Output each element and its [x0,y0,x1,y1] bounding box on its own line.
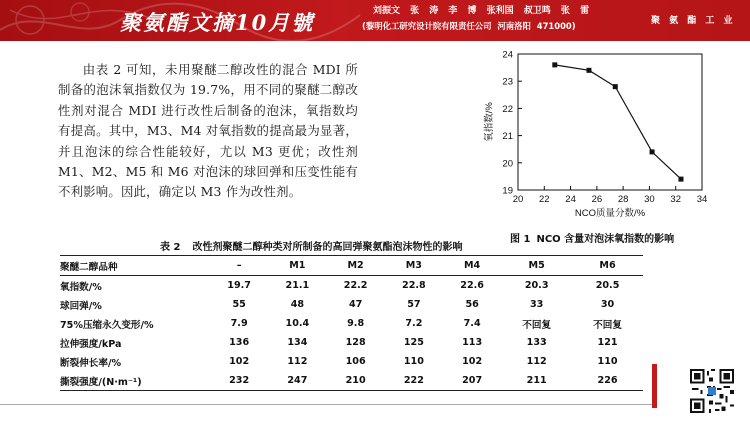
table-cell: 125 [403,337,424,348]
y-tick-label: 22 [502,103,513,115]
x-tick-label: 26 [591,194,603,205]
authors: 刘振文 张 涛 李 博 张利国 叔卫鸣 张 雷 [373,6,590,16]
page-edge-tab [652,364,657,408]
row-label: 球回弹/% [60,300,102,312]
row-label: 断裂伸长率/% [60,357,122,369]
table-number: 表 2 [160,242,181,253]
table-cell: 30 [600,299,615,310]
figure-number: 图 1 [510,234,531,245]
table-cell: 226 [597,375,618,386]
affiliation: (黎明化工研究设计院有限责任公司 河南洛阳 471000) [362,21,576,31]
table-cell: 56 [465,299,479,310]
table-caption [160,238,464,253]
data-point [586,68,591,73]
table-cell: 112 [287,356,308,367]
table-cell: 9.8 [347,318,365,329]
table-cell: 7.2 [405,318,423,329]
table-row [60,333,643,352]
table-header-cell: M6 [599,260,616,271]
table-header-cell: – [236,260,242,271]
figure-caption [510,230,674,245]
table-cell: 136 [229,337,250,348]
table-header-cell: M2 [347,260,364,271]
table-header-row [60,256,643,276]
data-point [678,177,683,182]
y-axis-label: 氧指数/% [484,102,495,142]
y-tick-label: 24 [502,49,513,61]
bottom-rule [0,404,652,405]
table-cell: 22.2 [343,280,368,291]
data-point [552,62,557,67]
body-paragraph: 由表 2 可知，未用聚醚二醇改性的混合 MDI 所制备的泡沫氧指数仅为 19.7%，用不同的聚醚二醇改性剂对混合 MDI 进行改性后制备的泡沫，氧指数均有提高。其中，M3、M4 对氧指数的提高最为显著，并且泡沫的综合性能较好，尤以 M3 更优；改性剂 M1、M2、M5 和 M6 对泡沫的球回弹和压变性能有不利影响。因此，确定以 M3 作为改性剂。 [58,62,358,200]
table-cell: 102 [229,356,250,367]
table-cell: 247 [287,375,308,386]
table-cell: 210 [345,375,366,386]
table-cell: 20.3 [524,280,549,291]
x-tick-label: 22 [538,194,550,205]
table-cell: 106 [345,356,366,367]
journal-name: 聚 氨 酯 工 业 [651,16,736,26]
table-cell: 128 [345,337,366,348]
table-cell: 7.9 [230,318,248,329]
plot-frame [518,54,702,190]
series-line [555,65,681,179]
table-header-cell: M5 [528,260,545,271]
y-tick-label: 19 [502,185,513,197]
figure-caption-text: NCO 含量对泡沫氧指数的影响 [536,234,675,245]
x-tick-label: 20 [512,194,524,205]
table-cell: 不回复 [593,319,622,331]
data-point [650,149,655,154]
nco-oxygen-index-chart [470,44,730,230]
table-cell: 232 [229,375,250,386]
table-cell: 48 [290,299,305,310]
table-row [60,371,643,391]
y-tick-label: 23 [502,76,513,88]
data-point [613,84,618,89]
table-cell: 57 [407,299,421,310]
table-cell: 121 [597,337,618,348]
table-cell: 207 [462,375,483,386]
table-header-cell: M1 [289,260,306,271]
x-tick-label: 34 [696,194,708,205]
x-tick-label: 30 [644,194,655,205]
table-cell: 110 [597,356,618,367]
table-cell: 134 [287,337,308,348]
table-cell: 133 [526,337,547,348]
table-cell: 不回复 [522,319,552,331]
table-row [60,276,643,296]
table-cell: 55 [232,299,246,310]
y-tick-label: 20 [502,158,513,170]
table-cell: 21.1 [285,280,310,291]
table-row [60,314,643,333]
header-banner [0,0,750,41]
table-cell: 47 [348,299,363,310]
properties-table [60,255,643,391]
row-label: 撕裂强度/(N·m⁻¹) [60,376,142,388]
table-cell: 110 [403,356,424,367]
table-cell: 112 [526,356,547,367]
table-cell: 7.4 [463,318,481,329]
x-tick-label: 24 [565,194,576,205]
table-cell: 211 [526,375,547,386]
table-cell: 22.8 [402,280,426,291]
table-cell: 22.6 [460,280,484,291]
row-label: 拉伸强度/kPa [60,338,122,350]
table-cell: 19.7 [227,280,251,291]
qr-code-icon [690,369,734,413]
table-cell: 10.4 [285,318,310,329]
table-cell: 33 [529,299,544,310]
row-label: 75%压缩永久变形/% [60,319,154,331]
y-tick-label: 21 [502,131,513,143]
table-cell: 102 [462,356,483,367]
table-cell: 113 [462,337,483,348]
journal-issue-title: 聚氨酯文摘10月號 [120,10,315,35]
x-tick-label: 32 [670,194,682,205]
table-cell: 20.5 [595,280,620,291]
table-cell: 222 [403,375,424,386]
x-axis-label: NCO质量分数/% [574,208,646,219]
table-caption-text: 改性剂聚醚二醇种类对所制备的高回弹聚氨酯泡沫物性的影响 [192,242,463,253]
table-header-cell: M4 [464,260,481,271]
table-row [60,295,643,314]
row-label: 氧指数/% [60,281,102,293]
table-header-label: 聚醚二醇品种 [60,261,118,273]
table-header-cell: M3 [405,260,422,271]
x-tick-label: 28 [617,194,629,205]
table-row [60,352,643,371]
